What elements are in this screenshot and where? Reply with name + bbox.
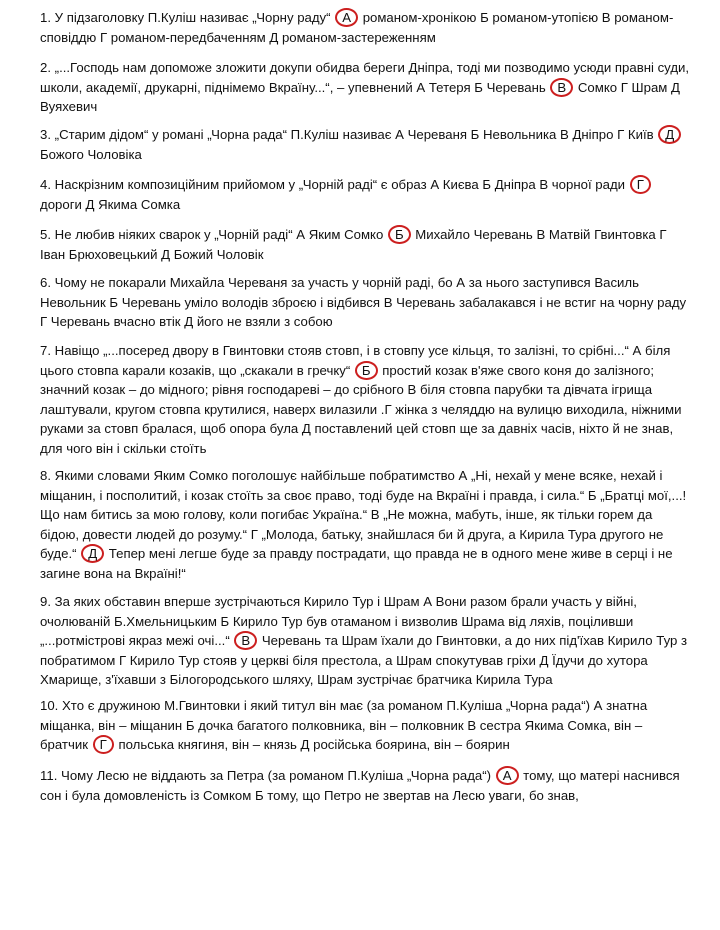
question-4	[40, 175, 690, 214]
question-number: 8.	[40, 468, 51, 483]
answer-mark-circle: Г	[93, 735, 114, 754]
question-text: Навіщо „...посеред двору в Гвинтовки стояв стовп, і в стовпу усе кільця, то залізні, то срібні...“ А біля цього стовпа карали козаків, що „скакали в гречку“	[40, 343, 671, 378]
question-7	[40, 341, 690, 458]
answer-mark-circle: Б	[355, 361, 378, 380]
question-6	[40, 273, 690, 332]
question-text-continued: Черевань та Шрам їхали до Гвинтовки, а до них під'їхав Кирило Тур з побратимом Г Кирило Тур стояв у церкві біля престола, а Шрам спокутував гріхи Д Їдучи до хутора Хмарище, з'їхавши з Білогородського шляху, Шрам зустрічає братчика Кирила Тура	[40, 633, 688, 687]
question-number: 2.	[40, 60, 51, 75]
question-number: 6.	[40, 275, 51, 290]
answer-mark-circle: Д	[658, 125, 681, 144]
question-text: Хто є дружиною М.Гвинтовки і який титул він має (за романом П.Куліша „Чорна рада“) А знатна міщанка, він – міщанин Б дочка багатого полковника, він – полковник В сестра Якима Сомка, він – братчик	[40, 698, 648, 752]
question-text-continued: дороги Д Якима Сомка	[40, 196, 181, 212]
question-text-continued: простий козак в'яже свого коня до залізного; значний козак – до мідного; рівня господареві – до срібного В біля стовпа парубки та дівчата ігрища лаштували, кругом стовпа крутилися, наверх вилазили .Г жінка з челяддю на вулицю виходила, ніжними руками за стовп бралася, щоб опора була Д поставлений цей стовп ще за давніх часів, ніхто й не знав, для чого він і скільки стоїть	[40, 362, 682, 456]
question-text: „Старим дідом“ у романі „Чорна рада“ П.Куліш називає А Череваня Б Невольника В Дніпро Г Київ	[54, 127, 654, 142]
question-text: Чому не покарали Михайла Череваня за участь у чорній раді, бо А за нього заступився Василь Невольник Б Черевань уміло володів зброєю і відбився В Черевань забалакався і не встиг на чорну раду Г Черевань вчасно втік Д його не взяли з собою	[40, 275, 687, 329]
question-number: 11.	[40, 768, 58, 783]
question-1	[40, 8, 690, 47]
question-text: Не любив ніяких сварок у „Чорній раді“ А Яким Сомко	[54, 227, 384, 242]
question-2	[40, 58, 690, 117]
question-5	[40, 225, 690, 264]
question-text-continued: Сомко Г Шрам Д Вуяхевич	[40, 79, 680, 114]
question-text: Наскрізним композиційним прийомом у „Чорній раді“ є образ А Києва Б Дніпра В чорної ради	[54, 177, 626, 192]
question-3	[40, 125, 690, 164]
answer-mark-circle: А	[335, 8, 358, 27]
question-number: 5.	[40, 227, 51, 242]
question-text-continued: Тепер мені легше буде за правду пострадати, що правда не в одного мене живе в серці і не загине вона на Вкраїні!“	[40, 546, 673, 581]
question-number: 1.	[40, 10, 51, 25]
question-text: „...Господь нам допоможе зложити докупи обидва береги Дніпра, тоді ми позводимо усюди правні суди, школи, академії, друкарні, піднімемо Вкраїну...“, – упевнений А Тетеря Б Черевань	[40, 60, 690, 95]
answer-mark-circle: А	[496, 766, 519, 785]
question-11	[40, 766, 690, 805]
answer-mark-circle: Д	[81, 544, 104, 563]
question-text-continued: польська княгиня, він – князь Д російська боярина, він – боярин	[118, 737, 510, 752]
question-number: 9.	[40, 594, 51, 609]
question-9	[40, 592, 690, 690]
question-text-continued: Михайло Черевань В Матвій Гвинтовка Г Іван Брюховецький Д Божий Чоловік	[40, 227, 667, 262]
question-number: 3.	[40, 127, 51, 142]
answer-mark-circle: Б	[388, 225, 411, 244]
answer-mark-circle: В	[550, 78, 573, 97]
question-text-continued: тому, що матері наснився сон і була домовленість із Сомком Б тому, що Петро не звертав на Лесю уваги, бо знав,	[40, 768, 680, 803]
question-number: 4.	[40, 177, 51, 192]
question-text: За яких обставин вперше зустрічаються Кирило Тур і Шрам А Вони разом брали участь у війні, очолюваній Б.Хмельницьким Б Кирило Тур був отаманом і визволив Шрама від ляхів, поціливши „...ротмістрові якраз межі очі...“	[40, 594, 637, 648]
answer-mark-circle: Г	[630, 175, 651, 194]
question-text: Чому Лесю не віддають за Петра (за романом П.Куліша „Чорна рада“)	[61, 768, 492, 783]
question-text: Якими словами Яким Сомко поголошує найбільше побратимство А „Ні, нехай у мене всяке, нехай і міщанин, і посполитий, і козак стоїть за своє право, тоді буде на Вкраїні і правда, і сила.“ Б „Братці мої,...! Що нам битись за мою голову, коли погибає Україна.“ В „Не можна, мабуть, інше, як тільки горем да бідою, довести людей до розуму.“ Г „Молода, батьку, знайшлася би й друга, а Кирила Тура другого не буде.“	[40, 468, 687, 561]
question-8	[40, 466, 690, 583]
answer-mark-circle: В	[234, 631, 257, 650]
question-text-continued: Божого Чоловіка	[40, 146, 142, 162]
question-text-continued: романом-хронікою Б романом-утопією В романом-сповіддю Г романом-передбаченням Д романом-застереженням	[40, 10, 674, 45]
question-10	[40, 696, 690, 755]
question-number: 10.	[40, 698, 59, 713]
question-number: 7.	[40, 343, 51, 358]
question-text: У підзаголовку П.Куліш називає „Чорну раду“	[54, 10, 331, 25]
